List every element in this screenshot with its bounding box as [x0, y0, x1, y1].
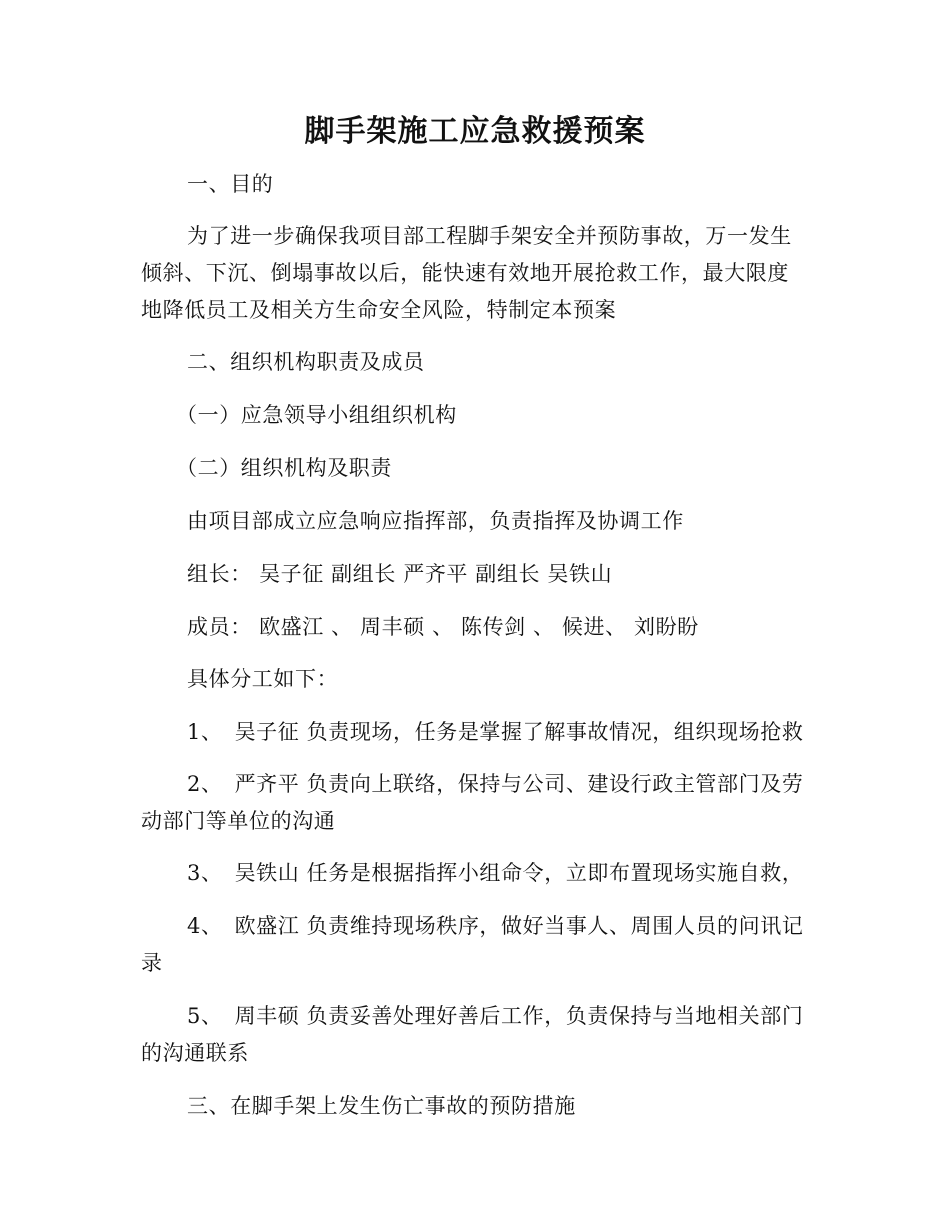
document-title: 脚手架施工应急救援预案	[304, 114, 646, 149]
duty-text-continued: 的沟通联系	[141, 1041, 249, 1065]
duty-number: 3、	[187, 861, 223, 885]
duty-number: 5、	[187, 1004, 223, 1028]
paragraph-line: 为了进一步确保我项目部工程脚手架安全并预防事故，万一发生	[187, 224, 792, 248]
duty-item	[187, 720, 803, 744]
duty-text: 周丰硕 负责妥善处理好善后工作，负责保持与当地相关部门	[234, 1004, 804, 1028]
paragraph-line: 倾斜、下沉、倒塌事故以后，能快速有效地开展抢救工作，最大限度	[141, 261, 789, 285]
duty-item	[187, 914, 803, 938]
duty-text: 吴铁山 任务是根据指挥小组命令，立即布置现场实施自救，	[234, 861, 804, 885]
section-heading-organization: 二、组织机构职责及成员	[187, 350, 425, 374]
duty-number: 1、	[187, 720, 223, 744]
paragraph-line: 地降低员工及相关方生命安全风险，特制定本预案	[141, 298, 617, 322]
duty-number: 4、	[187, 914, 223, 938]
duty-number: 2、	[187, 772, 223, 796]
duty-item	[187, 772, 803, 796]
division-heading: 具体分工如下：	[187, 667, 339, 691]
command-center-intro: 由项目部成立应急响应指挥部，负责指挥及协调工作	[187, 509, 684, 533]
duty-text: 吴子征 负责现场，任务是掌握了解事故情况，组织现场抢救	[234, 720, 804, 744]
duty-item	[187, 861, 803, 885]
members-line: 成员： 欧盛江 、 周丰硕 、 陈传剑 、 候进、 刘盼盼	[187, 615, 699, 639]
section-heading-purpose: 一、目的	[187, 172, 274, 196]
duty-text-continued: 录	[141, 951, 163, 975]
subsection-heading-leadership: （一）应急领导小组组织机构	[176, 403, 457, 427]
duty-item	[187, 1004, 803, 1028]
duty-text: 严齐平 负责向上联络，保持与公司、建设行政主管部门及劳	[234, 772, 804, 796]
subsection-heading-duties: （二）组织机构及职责	[176, 456, 392, 480]
duty-text-continued: 动部门等单位的沟通	[141, 809, 336, 833]
leaders-line: 组长： 吴子征 副组长 严齐平 副组长 吴铁山	[187, 562, 613, 586]
section-heading-prevention: 三、在脚手架上发生伤亡事故的预防措施	[187, 1094, 576, 1118]
duty-text: 欧盛江 负责维持现场秩序，做好当事人、周围人员的问讯记	[234, 914, 804, 938]
